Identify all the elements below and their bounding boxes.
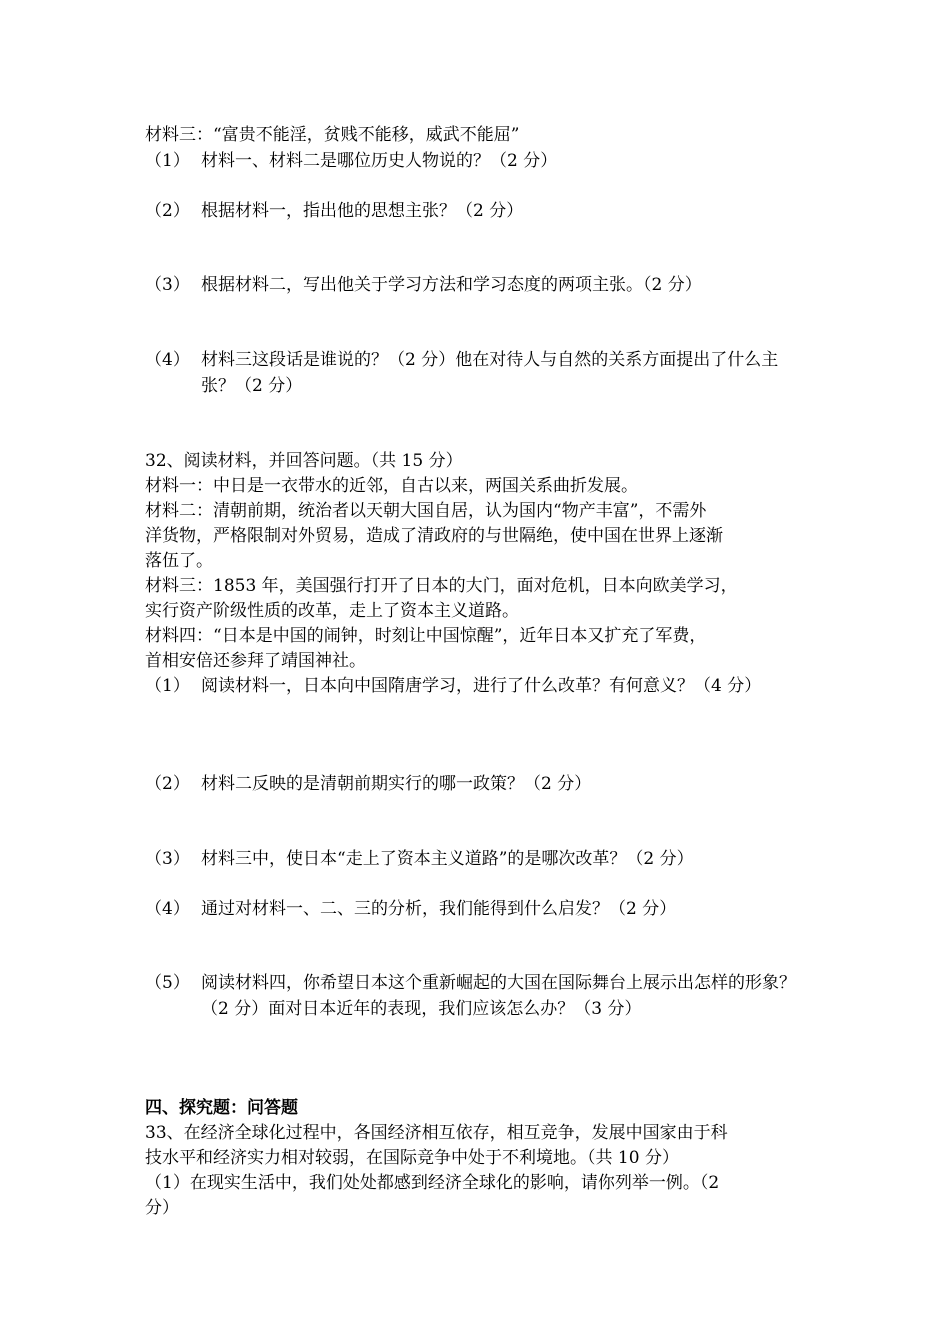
question-text: 材料一、材料二是哪位历史人物说的？（2 分） [201,151,558,171]
question-text: 通过对材料一、二、三的分析，我们能得到什么启发？（2 分） [201,899,677,919]
q32-material-2-line-2: 洋货物，严格限制对外贸易，造成了清政府的与世隔绝，使中国在世界上逐渐 [145,526,723,546]
question-3 [145,272,815,298]
question-text: 阅读材料一，日本向中国隋唐学习，进行了什么改革？有何意义？（4 分） [201,676,762,696]
q32-material-3-line-1: 材料三：1853 年，美国强行打开了日本的大门，面对危机，日本向欧美学习， [145,576,738,596]
question-text: 材料三中，使日本“走上了资本主义道路”的是哪次改革？（2 分） [201,849,694,869]
question-number: （3） [145,275,190,295]
q32-material-1: 材料一：中日是一衣带水的近邻，自古以来，两国关系曲折发展。 [145,476,638,496]
q32-question-3 [145,846,815,872]
question-text: 阅读材料四，你希望日本这个重新崛起的大国在国际舞台上展示出怎样的形象？（2 分）面对日本近年的表现，我们应该怎么办？（3 分） [201,973,796,1019]
q32-material-2-line-1: 材料二：清朝前期，统治者以天朝大国自居，认为国内“物产丰富”，不需外 [145,501,707,521]
question-number: （1） [145,151,190,171]
q32-question-2 [145,771,815,797]
question-1 [145,148,815,174]
question-33-line-1: 33、在经济全球化过程中，各国经济相互依存，相互竞争，发展中国家由于科 [145,1123,728,1143]
question-text: 材料二反映的是清朝前期实行的哪一政策？（2 分） [201,774,592,794]
material-3-quote: 材料三：“富贵不能淫，贫贱不能移，威武不能屈” [145,125,520,145]
question-number: （2） [145,774,190,794]
question-33-sub-1-line-2: 分） [145,1198,179,1218]
q32-material-4-line-2: 首相安倍还参拜了靖国神社。 [145,651,366,671]
q32-material-2-line-3: 落伍了。 [145,551,213,571]
question-number: （1） [145,676,190,696]
q32-material-4-line-1: 材料四：“日本是中国的闹钟，时刻让中国惊醒”，近年日本又扩充了军费， [145,626,707,646]
question-text: 根据材料一，指出他的思想主张？（2 分） [201,201,524,221]
q32-question-4 [145,896,815,922]
q32-question-5 [145,970,815,1022]
section-4-heading: 四、探究题：问答题 [145,1098,298,1118]
question-text: 根据材料二，写出他关于学习方法和学习态度的两项主张。（2 分） [201,275,702,295]
question-2 [145,198,815,224]
question-number: （4） [145,350,190,370]
question-text: 材料三这段话是谁说的？（2 分）他在对待人与自然的关系方面提出了什么主张？（2 分） [201,350,779,396]
q32-question-1 [145,673,815,699]
question-number: （3） [145,849,190,869]
question-4 [145,347,815,399]
question-33-sub-1-line-1: （1）在现实生活中，我们处处都感到经济全球化的影响，请你列举一例。（2 [145,1173,720,1193]
question-32-title: 32、阅读材料，并回答问题。（共 15 分） [145,451,463,471]
question-number: （4） [145,899,190,919]
question-number: （5） [145,973,190,993]
q32-material-3-line-2: 实行资产阶级性质的改革，走上了资本主义道路。 [145,601,519,621]
question-number: （2） [145,201,190,221]
question-33-line-2: 技水平和经济实力相对较弱，在国际竞争中处于不利境地。（共 10 分） [145,1148,679,1168]
